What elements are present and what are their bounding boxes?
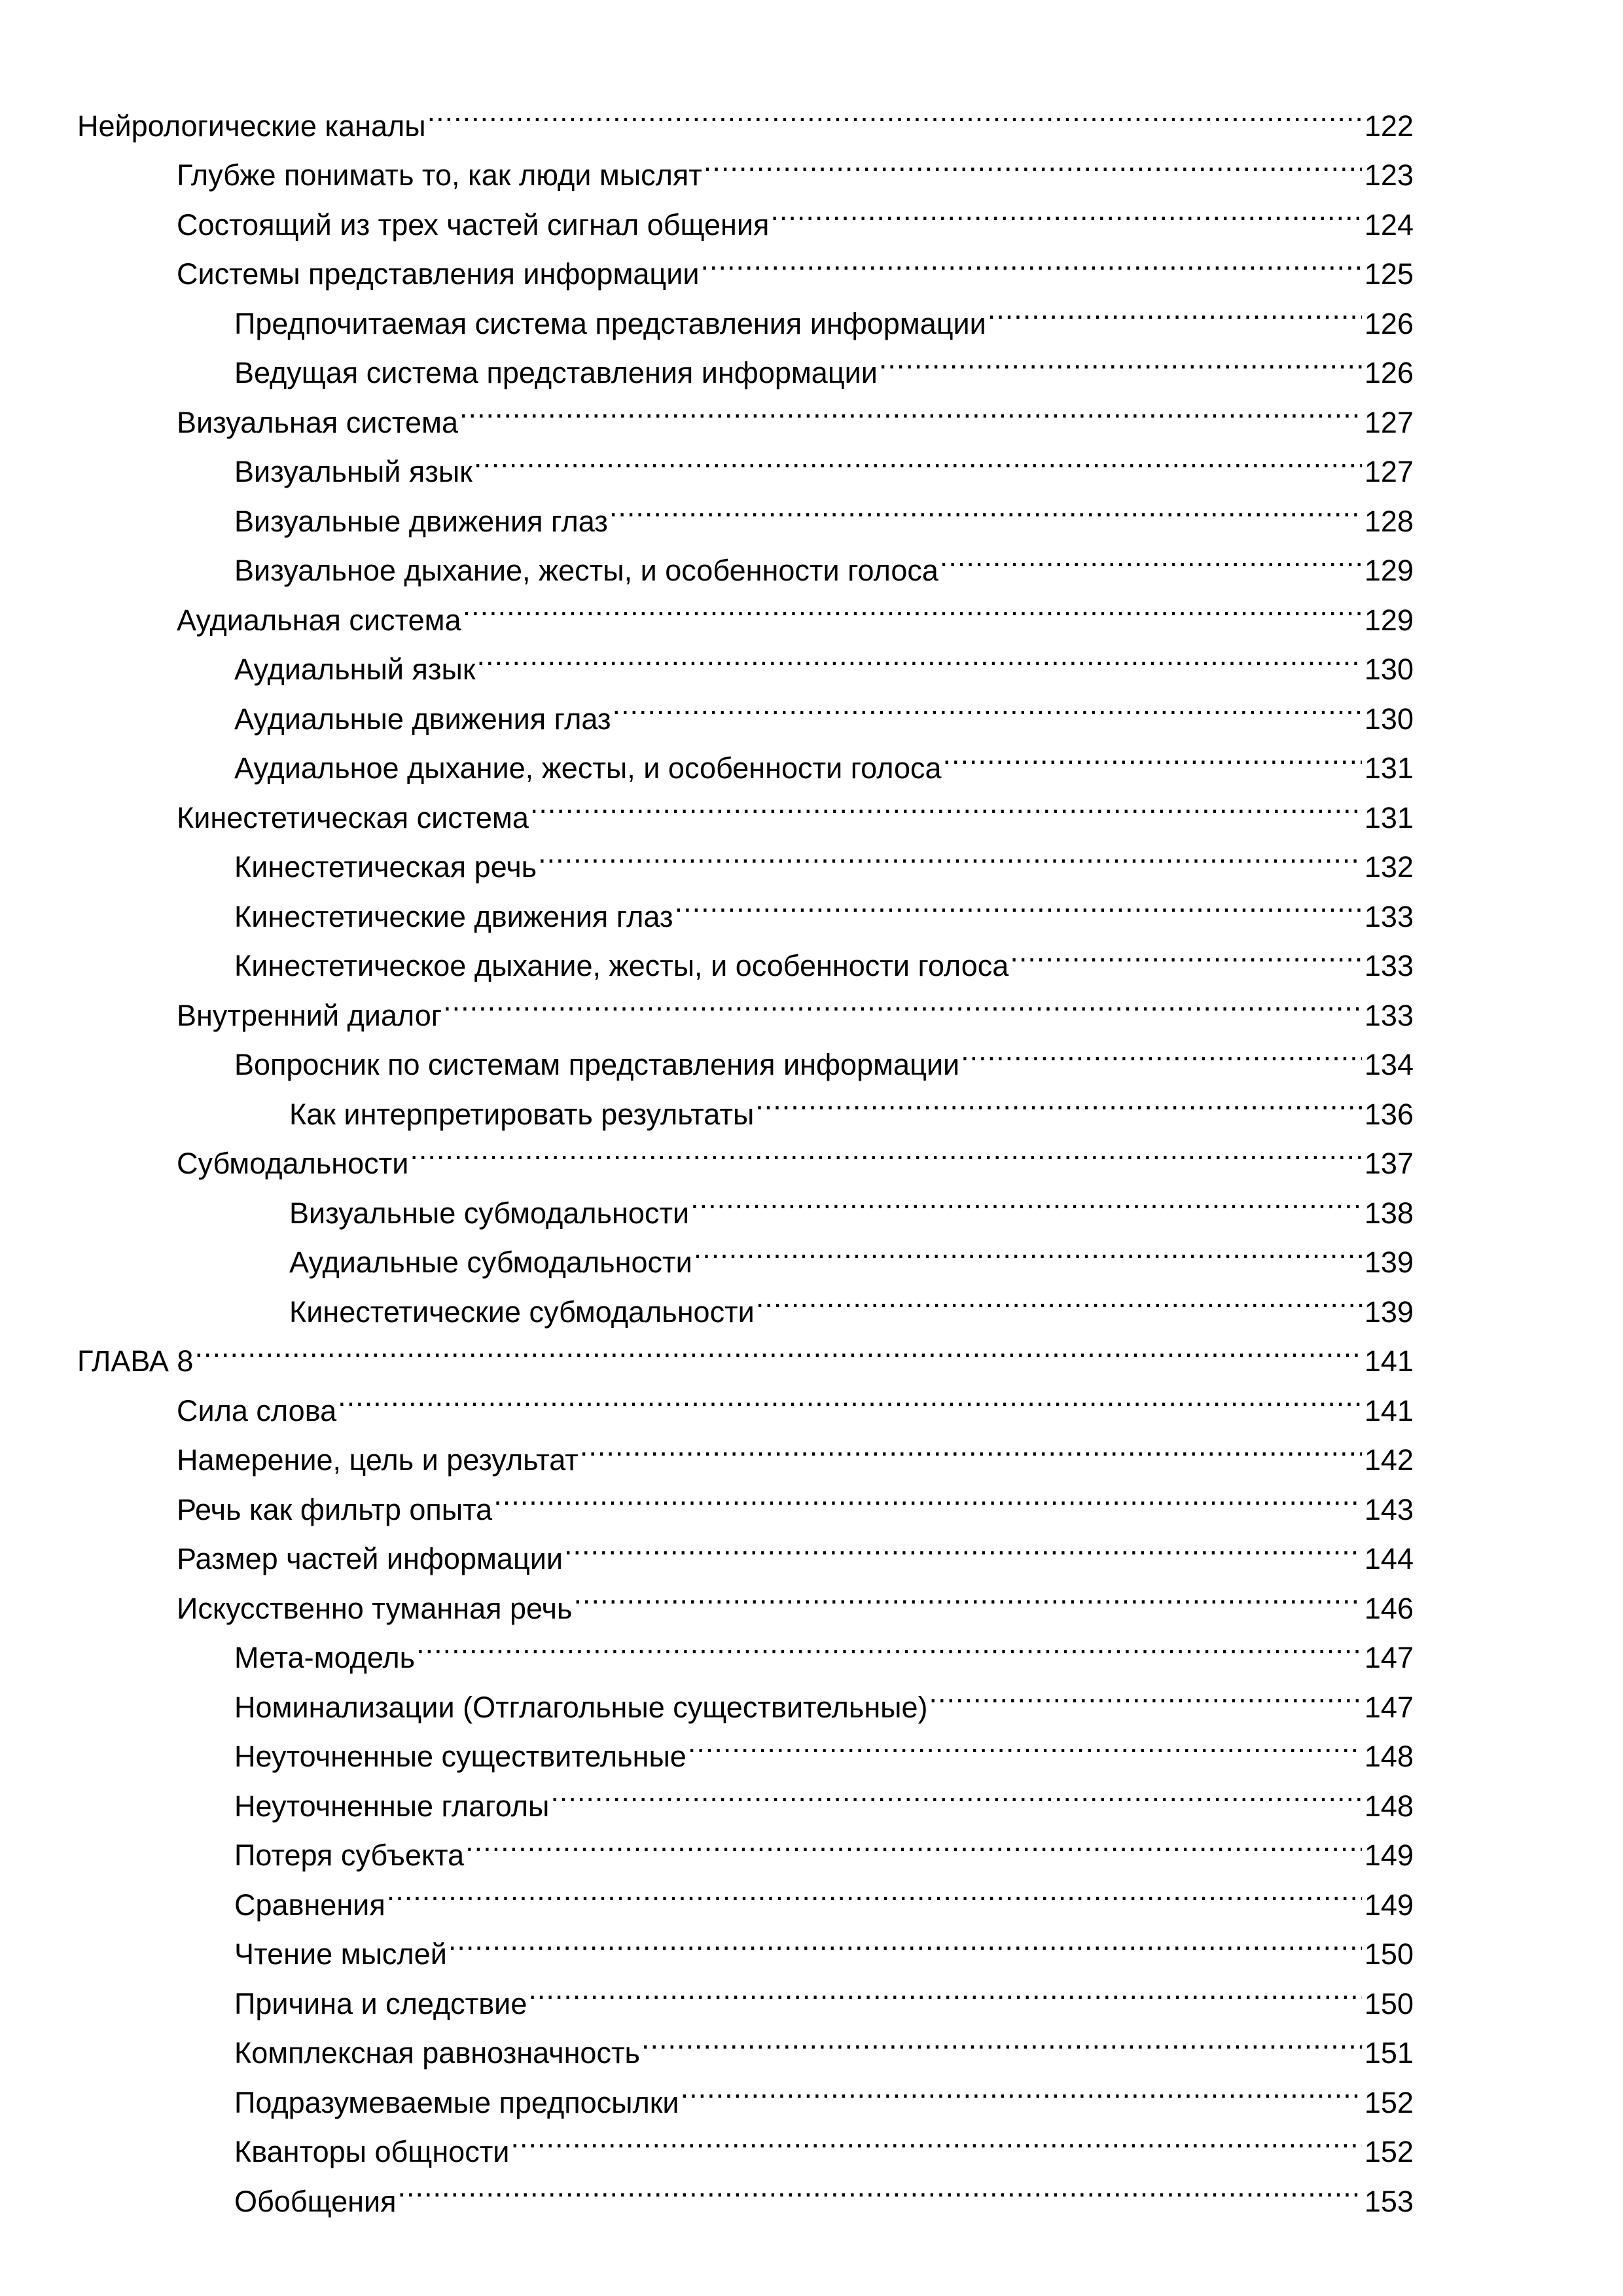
toc-entry-title: Нейрологические каналы <box>77 109 426 143</box>
toc-entry-page: 133 <box>1364 899 1414 933</box>
toc-entry[interactable] <box>77 1371 1414 1427</box>
toc-dot-leader <box>940 531 1362 581</box>
toc-dot-leader <box>443 976 1362 1026</box>
toc-entry-title: Как интерпретировать результаты <box>289 1097 755 1131</box>
toc-dot-leader <box>510 2113 1361 2162</box>
toc-entry-page: 141 <box>1364 1393 1414 1427</box>
toc-dot-leader <box>961 1026 1362 1075</box>
toc-dot-leader <box>410 1124 1362 1174</box>
toc-entry-page: 150 <box>1364 1937 1414 1971</box>
toc-dot-leader <box>688 1717 1362 1767</box>
toc-dot-leader <box>756 1272 1362 1322</box>
toc-entry-page: 127 <box>1364 405 1414 439</box>
toc-dot-leader <box>465 1816 1362 1866</box>
toc-entry-title: Намерение, цель и результат <box>177 1443 579 1477</box>
toc-dot-leader <box>538 828 1362 878</box>
toc-dot-leader <box>493 1470 1362 1520</box>
toc-dot-leader <box>929 1668 1362 1717</box>
toc-entry-page: 152 <box>1364 2085 1414 2119</box>
toc-entry-page: 149 <box>1364 1839 1414 1872</box>
toc-entry-title: Аудиальные движения глаз <box>234 702 611 736</box>
toc-entry-page: 129 <box>1364 603 1414 637</box>
toc-entry-page: 124 <box>1364 207 1414 242</box>
toc-entry-title: ГЛАВА 8 <box>77 1344 194 1378</box>
toc-entry-page: 131 <box>1364 800 1414 834</box>
toc-dot-leader <box>1010 927 1362 977</box>
toc-entry-page: 147 <box>1364 1641 1414 1674</box>
toc-dot-leader <box>694 1223 1362 1273</box>
toc-entry-title: Чтение мыслей <box>234 1937 447 1971</box>
toc-entry-title: Обобщения <box>234 2184 397 2218</box>
toc-entry-title: Сила слова <box>177 1393 337 1427</box>
toc-entry-page: 139 <box>1364 1246 1414 1279</box>
toc-entry-page: 137 <box>1364 1147 1414 1180</box>
toc-entry-title: Речь как фильтр опыта <box>177 1492 493 1526</box>
toc-entry-title: Кинестетические субмодальности <box>289 1295 755 1329</box>
toc-entry-page: 134 <box>1364 1048 1414 1081</box>
toc-entry[interactable] <box>77 1322 1414 1378</box>
toc-entry-title: Состоящий из трех частей сигнал общения <box>177 207 770 242</box>
toc-dot-leader <box>463 581 1362 630</box>
toc-entry[interactable] <box>77 1272 1414 1329</box>
toc-entry-page: 153 <box>1364 2184 1414 2218</box>
toc-dot-leader <box>427 86 1362 136</box>
toc-entry-title: Визуальные движения глаз <box>234 504 608 538</box>
toc-dot-leader <box>755 1075 1362 1124</box>
toc-entry-title: Неуточненные глаголы <box>234 1789 550 1823</box>
toc-dot-leader <box>675 877 1362 927</box>
toc-entry-page: 142 <box>1364 1443 1414 1477</box>
toc-entry-title: Подразумеваемые предпосылки <box>234 2085 679 2119</box>
toc-dot-leader <box>700 235 1361 285</box>
toc-dot-leader <box>580 1421 1362 1471</box>
toc-entry-page: 151 <box>1364 2036 1414 2070</box>
toc-entry-page: 122 <box>1364 109 1414 143</box>
toc-dot-leader <box>528 1964 1362 2014</box>
toc-entry-page: 144 <box>1364 1542 1414 1575</box>
toc-entry-page: 138 <box>1364 1196 1414 1230</box>
toc-dot-leader <box>194 1322 1361 1372</box>
toc-entry-page: 150 <box>1364 1986 1414 2020</box>
toc-entry-page: 148 <box>1364 1789 1414 1823</box>
toc-entry-page: 133 <box>1364 949 1414 982</box>
toc-entry-title: Кинестетическое дыхание, жесты, и особенности голоса <box>234 949 1009 982</box>
toc-entry[interactable] <box>77 1124 1414 1180</box>
toc-dot-leader <box>474 433 1362 482</box>
toc-entry-page: 152 <box>1364 2135 1414 2168</box>
toc-entry-title: Аудиальные субмодальности <box>289 1246 692 1279</box>
toc-dot-leader <box>770 185 1362 235</box>
toc-entry-title: Кинестетические движения глаз <box>234 899 673 933</box>
toc-entry-title: Неуточненные существительные <box>234 1740 687 1773</box>
toc-entry-page: 130 <box>1364 653 1414 686</box>
toc-entry-page: 139 <box>1364 1295 1414 1329</box>
toc-entry-page: 130 <box>1364 702 1414 736</box>
toc-dot-leader <box>609 482 1362 531</box>
toc-entry-page: 141 <box>1364 1344 1414 1378</box>
toc-entry[interactable] <box>77 1223 1414 1279</box>
toc-dot-leader <box>641 2014 1362 2064</box>
toc-dot-leader <box>416 1619 1362 1668</box>
toc-entry-title: Визуальные субмодальности <box>289 1196 690 1230</box>
toc-entry-title: Субмодальности <box>177 1147 409 1180</box>
toc-entry-page: 146 <box>1364 1591 1414 1625</box>
toc-dot-leader <box>448 1915 1362 1965</box>
toc-entry-title: Ведущая система представления информации <box>234 356 878 389</box>
toc-dot-leader <box>988 284 1362 334</box>
toc-dot-leader <box>564 1520 1362 1570</box>
toc-entry-page: 149 <box>1364 1888 1414 1922</box>
toc-entry-title: Кинестетическая речь <box>234 850 537 884</box>
toc-entry-title: Сравнения <box>234 1888 385 1922</box>
toc-entry-title: Комплексная равнозначность <box>234 2036 641 2070</box>
toc-dot-leader <box>459 383 1362 433</box>
toc-entry-title: Визуальное дыхание, жесты, и особенности голоса <box>234 554 938 587</box>
toc-entry-title: Мета-модель <box>234 1641 416 1674</box>
toc-dot-leader <box>397 2162 1361 2212</box>
toc-entry-page: 143 <box>1364 1492 1414 1526</box>
toc-entry-title: Аудиальное дыхание, жесты, и особенности голоса <box>234 751 942 785</box>
toc-entry-page: 126 <box>1364 306 1414 340</box>
toc-dot-leader <box>690 1174 1362 1223</box>
toc-entry-title: Аудиальный язык <box>234 653 476 686</box>
toc-entry-page: 129 <box>1364 554 1414 587</box>
toc-dot-leader <box>573 1569 1361 1619</box>
toc-entry-page: 133 <box>1364 998 1414 1032</box>
toc-entry-page: 128 <box>1364 504 1414 538</box>
toc-entry-page: 148 <box>1364 1740 1414 1773</box>
toc-dot-leader <box>943 729 1362 779</box>
toc-entry[interactable] <box>77 86 1414 143</box>
toc-entry-title: Кванторы общности <box>234 2135 510 2168</box>
toc-entry-page: 131 <box>1364 751 1414 785</box>
toc-entry-title: Визуальная система <box>177 405 458 439</box>
toc-entry-page: 125 <box>1364 257 1414 291</box>
toc-dot-leader <box>879 334 1362 384</box>
toc-entry-title: Причина и следствие <box>234 1986 527 2020</box>
toc-entry-title: Предпочитаемая система представления информации <box>234 306 986 340</box>
toc-entry-title: Потеря субъекта <box>234 1839 465 1872</box>
toc-dot-leader <box>530 778 1362 828</box>
toc-entry-title: Искусственно туманная речь <box>177 1591 573 1625</box>
toc-entry-page: 123 <box>1364 158 1414 192</box>
toc-entry-page: 132 <box>1364 850 1414 884</box>
toc-entry-page: 136 <box>1364 1097 1414 1131</box>
toc-entry-title: Визуальный язык <box>234 455 473 488</box>
toc-dot-leader <box>681 2063 1362 2113</box>
toc-dot-leader <box>550 1767 1362 1816</box>
toc-entry-title: Размер частей информации <box>177 1542 563 1575</box>
toc-entry-page: 126 <box>1364 356 1414 389</box>
toc-dot-leader <box>613 679 1362 729</box>
toc-dot-leader <box>338 1371 1362 1421</box>
toc-entry-page: 147 <box>1364 1690 1414 1724</box>
toc-dot-leader <box>477 630 1362 680</box>
toc-entry-title: Внутренний диалог <box>177 998 442 1032</box>
toc-dot-leader <box>387 1865 1362 1915</box>
toc-entry-title: Аудиальная система <box>177 603 461 637</box>
toc-entry-page: 127 <box>1364 455 1414 488</box>
toc-dot-leader <box>704 136 1362 186</box>
toc-entry-title: Системы представления информации <box>177 257 700 291</box>
toc-entry-title: Номинализации (Отглагольные существительные) <box>234 1690 928 1724</box>
toc-entry-title: Вопросник по системам представления информации <box>234 1048 960 1081</box>
table-of-contents <box>77 86 1414 2218</box>
toc-entry-title: Кинестетическая система <box>177 800 529 834</box>
toc-entry-title: Глубже понимать то, как люди мыслят <box>177 158 702 192</box>
